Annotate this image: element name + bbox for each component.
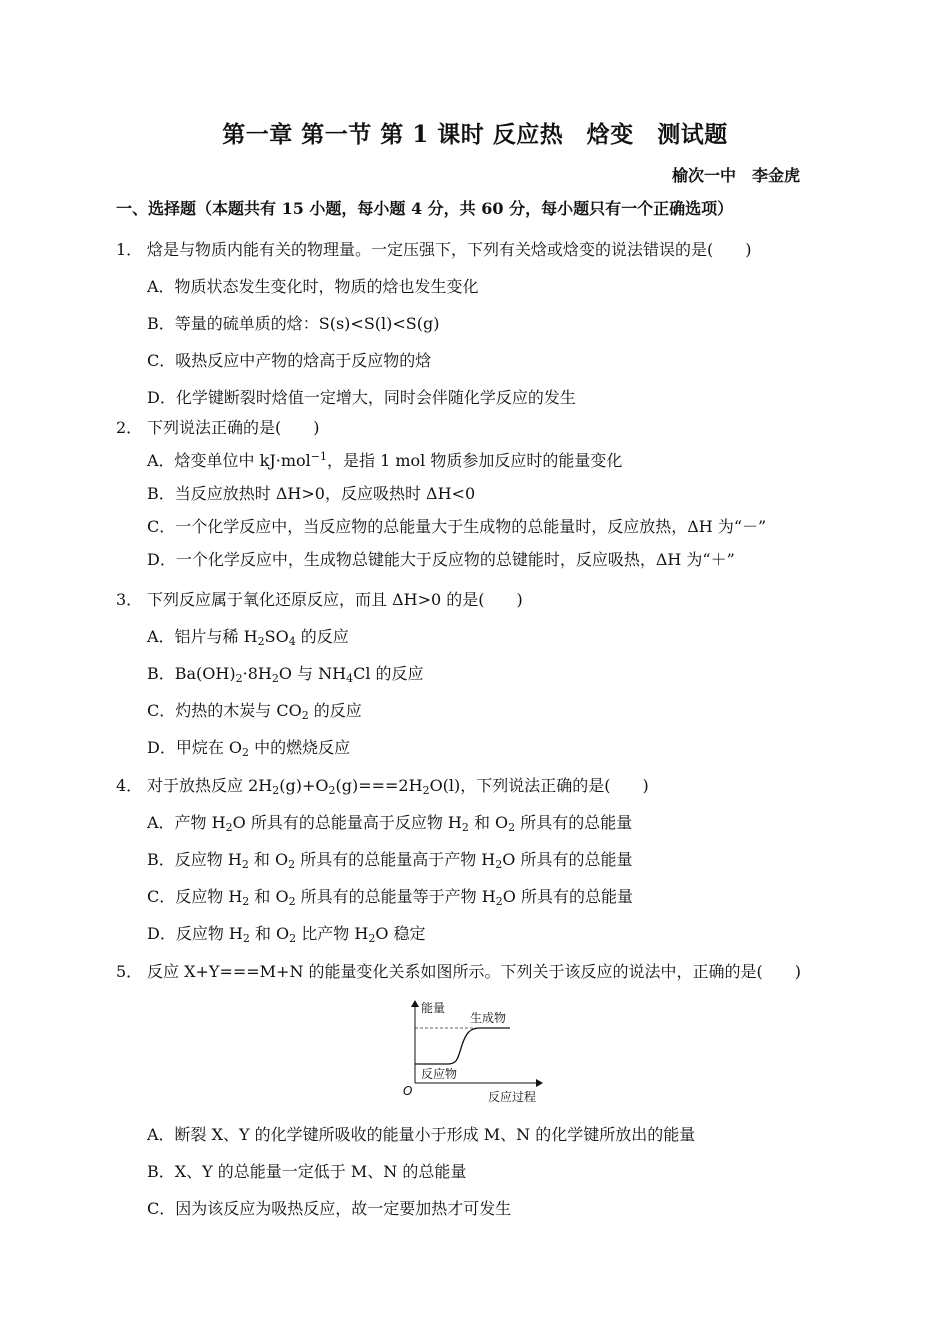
q3-option-a: A．铝片与稀 $H_2SO_4$ 的反应 (147, 627, 349, 648)
q5-text: 反应 X+Y===M+N 的能量变化关系如图所示。下列关于该反应的说法中，正确的是( ) (147, 962, 802, 981)
q2-number: 2． (116, 418, 143, 437)
q1-option-a: A．物质状态发生变化时，物质的焓也发生变化 (147, 277, 479, 296)
q3-number: 3． (116, 590, 143, 609)
q2-option-a: A．焓变单位中 kJ·mol$^{-1}$，是指 1 mol 物质参加反应时的能量变化 (147, 450, 623, 470)
q3-option-c: C．灼热的木炭与 $CO_2$ 的反应 (147, 701, 362, 722)
energy-curve (415, 1028, 510, 1064)
q1-option-c: C．吸热反应中产物的焓高于反应物的焓 (147, 351, 432, 370)
x-axis-label: 反应过程 (488, 1090, 537, 1104)
q2-option-d: D．一个化学反应中，生成物总键能大于反应物的总键能时，反应吸热，ΔH 为“＋” (147, 550, 735, 569)
q3-text: 下列反应属于氧化还原反应，而且 ΔH>0 的是( ) (147, 590, 523, 609)
section-heading: 一、选择题（本题共有 15 小题，每小题 4 分，共 60 分，每小题只有一个正确选项） (116, 199, 734, 218)
q4-option-b: B．反应物 $H_2$ 和 $O_2$ 所具有的总能量高于产物 $H_2O$ 所具有的总能量 (147, 850, 633, 871)
page-title: 第一章 第一节 第 1 课时 反应热 焓变 测试题 (222, 121, 728, 148)
q5-option-a: A．断裂 X、Y 的化学键所吸收的能量小于形成 M、N 的化学键所放出的能量 (147, 1125, 696, 1144)
q1-option-d: D．化学键断裂时焓值一定增大，同时会伴随化学反应的发生 (147, 388, 576, 407)
author-line: 榆次一中 李金虎 (671, 166, 800, 185)
q4-option-a: A．产物 $H_2O$ 所具有的总能量高于反应物 $H_2$ 和 $O_2$ 所具有的总能量 (147, 813, 633, 834)
q1-number: 1． (116, 240, 143, 259)
q1-option-b: B．等量的硫单质的焓：S(s)<S(l)<S(g) (147, 314, 440, 333)
q4-option-c: C．反应物 $H_2$ 和 $O_2$ 所具有的总能量等于产物 $H_2O$ 所具有的总能量 (147, 887, 633, 908)
q3-option-b: B．$Ba(OH)_2\cdot 8H_2O$ 与 $NH_4Cl$ 的反应 (147, 664, 424, 685)
q5-option-b: B．X、Y 的总能量一定低于 M、N 的总能量 (147, 1162, 467, 1181)
q5-option-c: C．因为该反应为吸热反应，故一定要加热才可发生 (147, 1199, 512, 1218)
origin-label: O (403, 1084, 413, 1098)
q4-text: 对于放热反应 $2H_2(g)+O_2(g)===2H_2O(l)$，下列说法正确的是( ) (147, 776, 649, 797)
y-axis-label: 能量 (421, 1001, 446, 1015)
q4-option-d: D．反应物 $H_2$ 和 $O_2$ 比产物 $H_2O$ 稳定 (147, 924, 426, 945)
q4-number: 4． (116, 776, 143, 795)
q2-option-c: C．一个化学反应中，当反应物的总能量大于生成物的总能量时，反应放热，ΔH 为“－” (147, 517, 767, 536)
product-label: 生成物 (470, 1011, 507, 1025)
q2-option-b: B．当反应放热时 ΔH>0，反应吸热时 ΔH<0 (147, 484, 476, 503)
q3-option-d: D．甲烷在 $O_2$ 中的燃烧反应 (147, 738, 351, 759)
q5-number: 5． (116, 962, 143, 981)
q1-text: 焓是与物质内能有关的物理量。一定压强下，下列有关焓或焓变的说法错误的是( ) (147, 240, 752, 259)
energy-diagram (400, 995, 550, 1107)
reactant-label: 反应物 (421, 1067, 458, 1081)
q2-text: 下列说法正确的是( ) (147, 418, 320, 437)
